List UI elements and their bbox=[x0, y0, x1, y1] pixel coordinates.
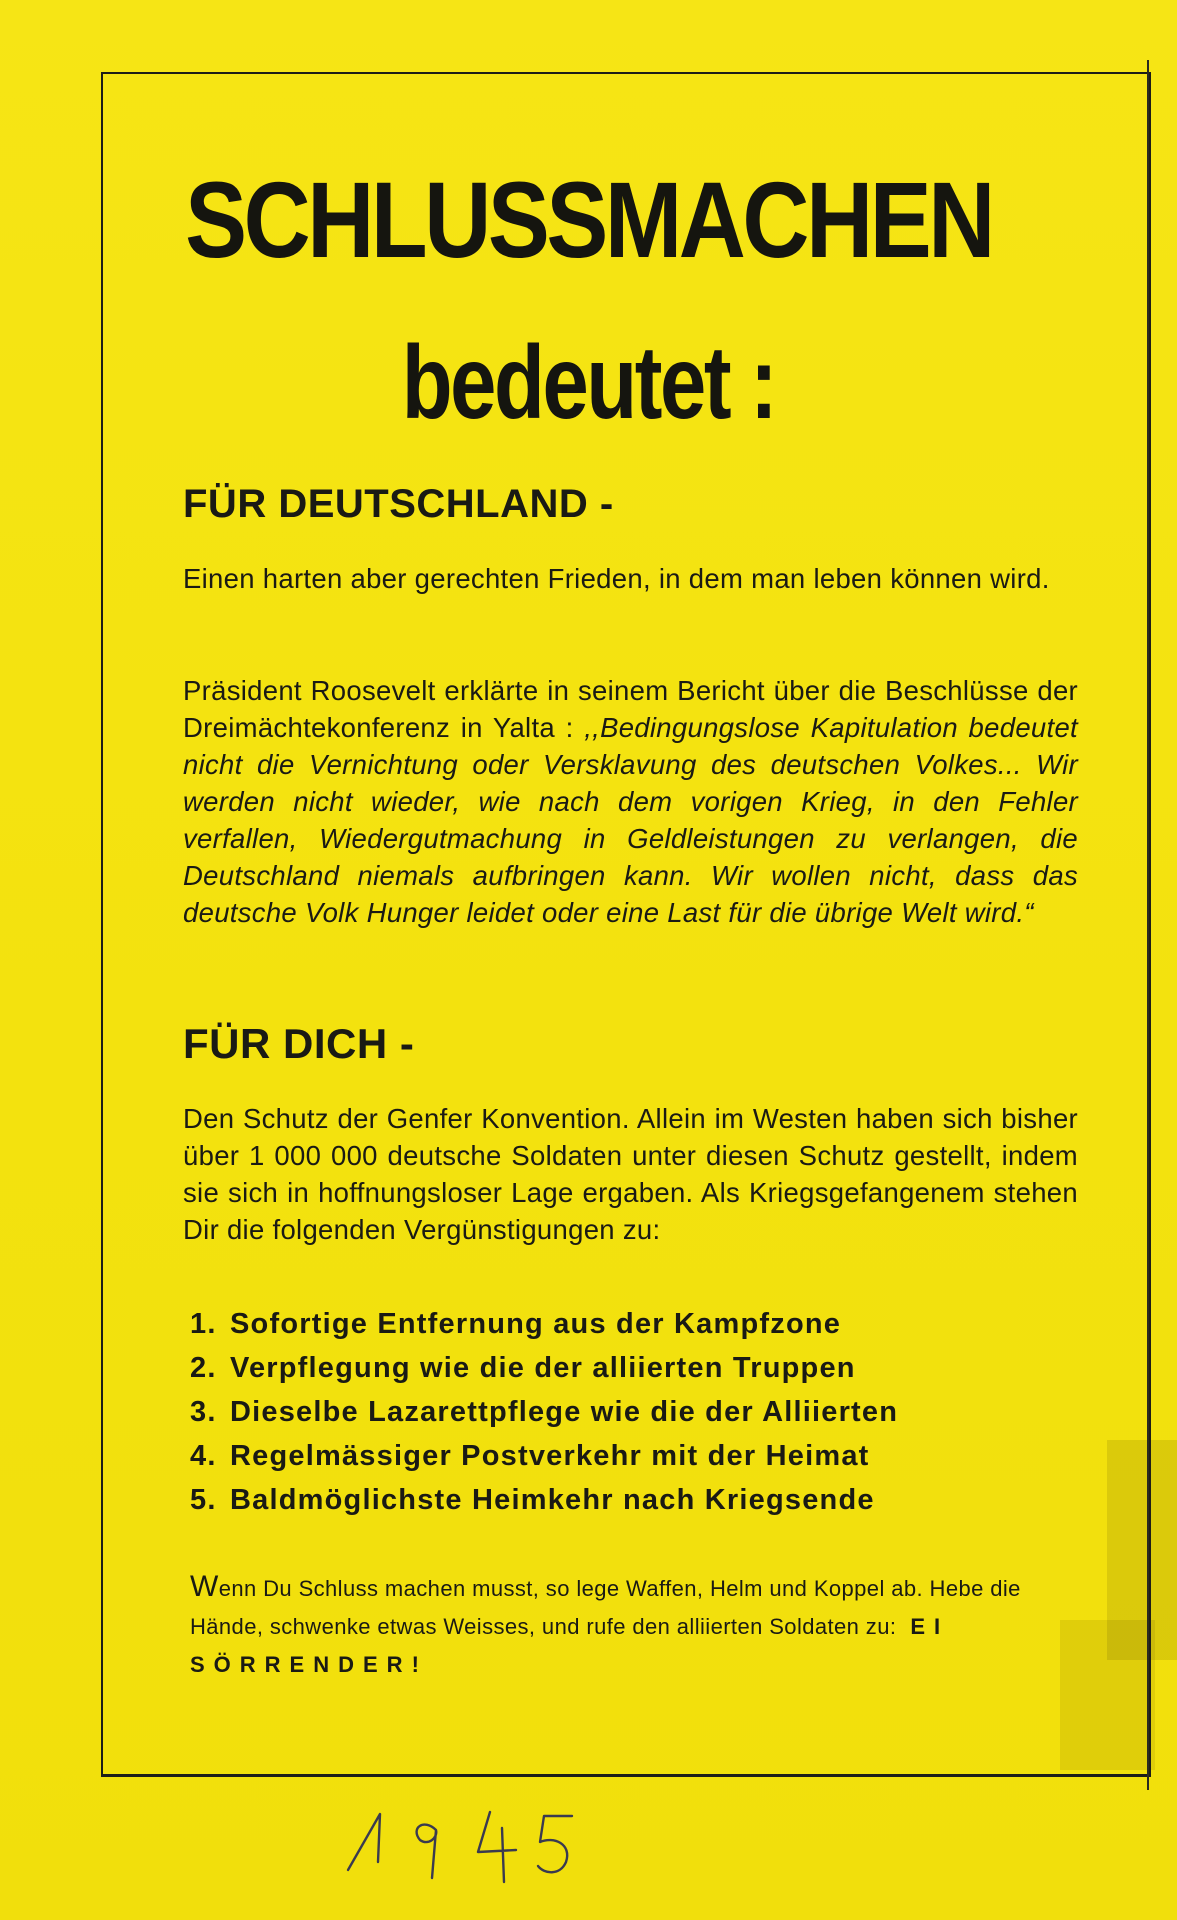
section-title-you: FÜR DICH - bbox=[183, 1020, 415, 1067]
border-bottom-line bbox=[101, 1774, 1151, 1776]
list-item: 3. Dieselbe Lazarettpflege wie die der Alliierten bbox=[190, 1396, 899, 1428]
closing-text: enn Du Schluss machen musst, so lege Waffen, Helm und Koppel ab. Hebe die Hände, schwenke etwas Weisses, und rufe den alliierten Soldaten zu: bbox=[190, 1576, 1021, 1639]
geneva-convention-text: Den Schutz der Genfer Konvention. Allein im Westen haben sich bisher über 1 000 000 deutsche Soldaten unter diesen Schutz gestellt, indem sie sich in hoffnungsloser Lage ergaben. Als Kriegsgefangenem stehen Dir die folgenden Vergünstigungen zu: bbox=[183, 1103, 1078, 1245]
surrender-call: EI SÖRRENDER! bbox=[190, 1614, 950, 1677]
quote-intro-text: Präsident Roosevelt erklärte in seinem Bericht über die Beschlüsse der Dreimächtekonferenz in Yalta : bbox=[183, 675, 1078, 743]
handwritten-year bbox=[340, 1800, 640, 1890]
headline: SCHLUSSMACHEN bbox=[185, 159, 992, 280]
roosevelt-quote-text: ,,Bedingungslose Kapitulation bedeutet nicht die Vernichtung oder Versklavung des deutschen Volkes... Wir werden nicht wieder, wie nach dem vorigen Krieg, in den Fehler verfallen, Wiedergutmachung in Geldleistungen zu verlangen, die Deutschland niemals aufbringen kann. Wir wollen nicht, dass das deutsche Volk Hunger leidet oder eine Last für die übrige Welt wird.“ bbox=[183, 712, 1079, 928]
subheadline: bedeutet : bbox=[401, 325, 776, 441]
roosevelt-quote-paragraph bbox=[183, 672, 1078, 931]
benefits-list bbox=[190, 1302, 1085, 1522]
right-border-rule bbox=[1147, 60, 1149, 1790]
list-item: 1. Sofortige Entfernung aus der Kampfzone bbox=[190, 1308, 842, 1340]
surrender-instructions bbox=[190, 1568, 1090, 1684]
closing-initial: W bbox=[190, 1570, 219, 1603]
germany-intro-text: Einen harten aber gerechten Frieden, in dem man leben können wird. bbox=[183, 563, 1050, 594]
list-item: 5. Baldmöglichste Heimkehr nach Kriegsende bbox=[190, 1484, 875, 1516]
section-title-germany: FÜR DEUTSCHLAND - bbox=[183, 482, 614, 526]
list-item: 4. Regelmässiger Postverkehr mit der Heimat bbox=[190, 1440, 870, 1472]
list-item: 2. Verpflegung wie die der alliierten Truppen bbox=[190, 1352, 856, 1384]
